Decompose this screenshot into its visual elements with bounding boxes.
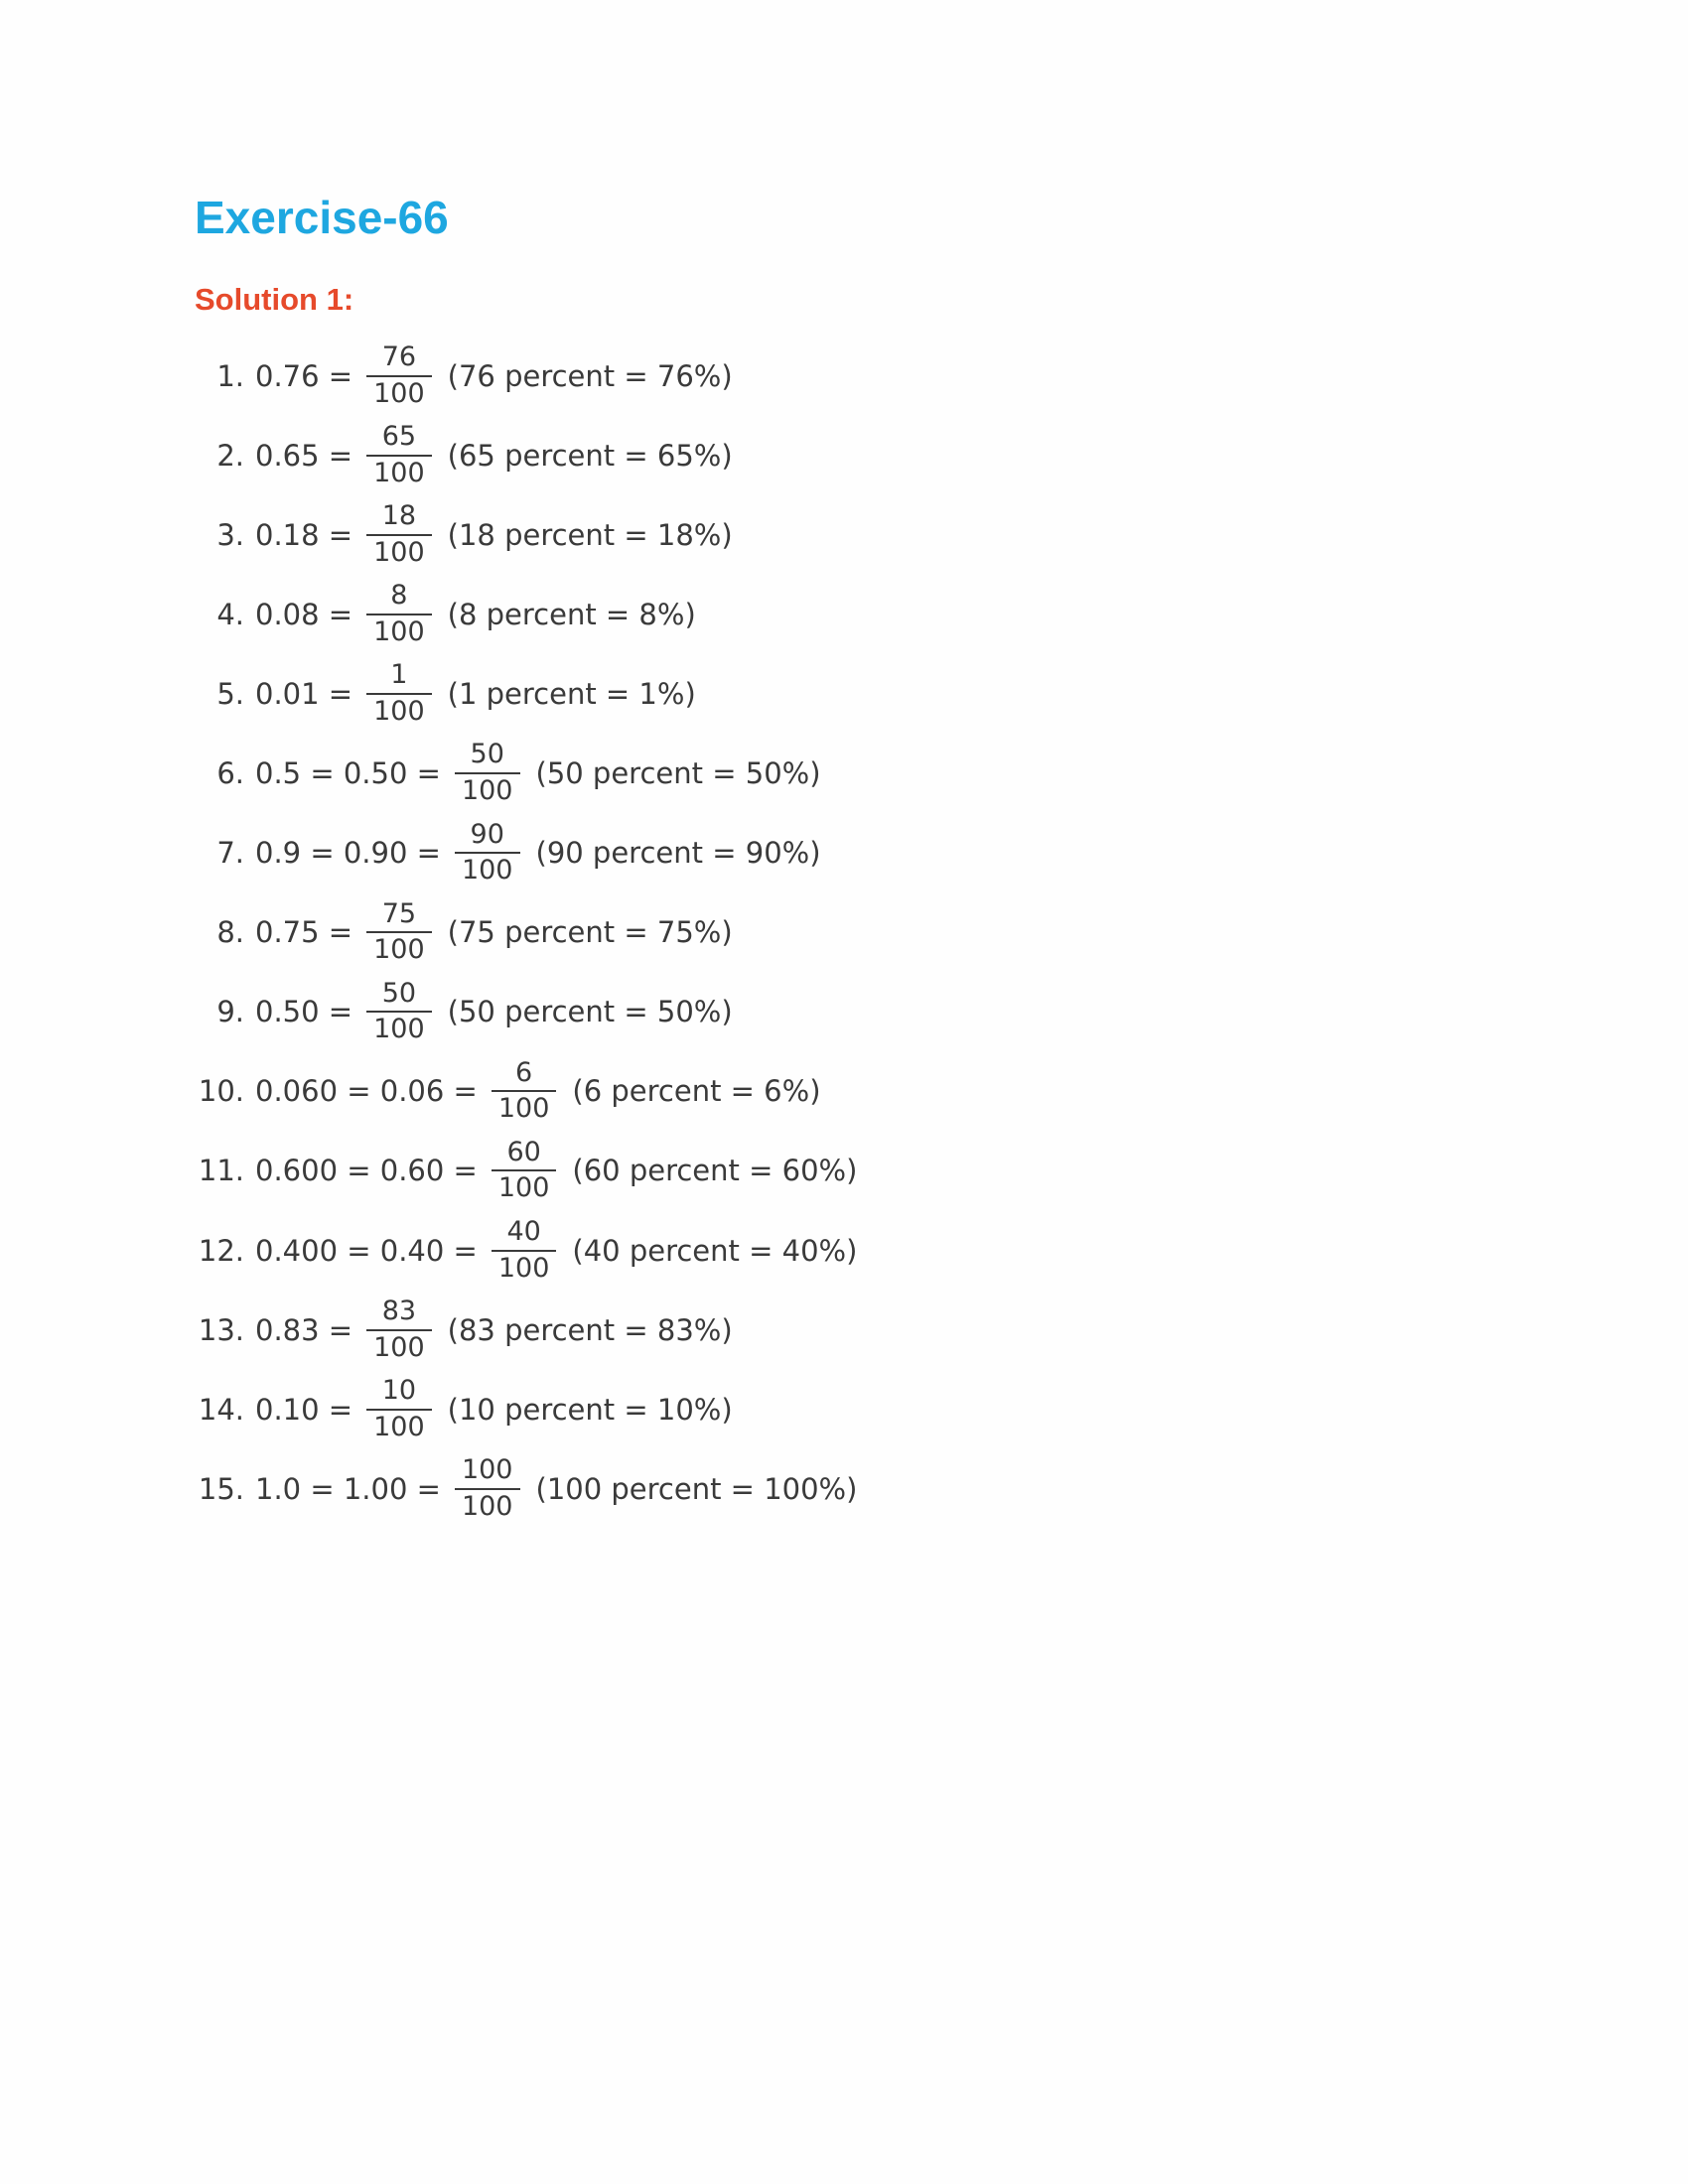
item-fraction	[366, 579, 432, 649]
fraction-numerator: 100	[461, 1454, 513, 1486]
item-number: 11.	[198, 1154, 244, 1188]
fraction-denominator: 100	[366, 455, 432, 491]
page-title: Exercise-66	[195, 192, 449, 243]
item-decimal-equation: 0.060 = 0.06 =	[255, 1074, 478, 1109]
fraction-denominator: 100	[366, 1329, 432, 1366]
item-decimal-equation: 0.10 =	[255, 1392, 353, 1427]
item-decimal-equation: 0.65 =	[255, 438, 353, 473]
item-fraction	[366, 499, 432, 570]
item-decimal-equation: 1.0 = 1.00 =	[255, 1471, 441, 1506]
fraction-numerator: 50	[381, 977, 417, 1009]
solution-item	[195, 1136, 1688, 1206]
item-number: 4.	[216, 597, 244, 631]
fraction-denominator: 100	[492, 1090, 557, 1127]
item-number: 12.	[198, 1233, 244, 1268]
solution-item	[195, 897, 1688, 968]
fraction-numerator: 76	[381, 341, 417, 372]
item-fraction	[366, 658, 432, 729]
solution-item	[195, 420, 1688, 490]
fraction-denominator: 100	[366, 375, 432, 412]
fraction-numerator: 83	[381, 1296, 417, 1327]
item-number: 5.	[216, 676, 244, 711]
fraction-denominator: 100	[455, 1488, 520, 1525]
item-number: 9.	[216, 995, 244, 1029]
fraction-numerator: 60	[506, 1136, 541, 1167]
solution-item	[195, 1295, 1688, 1365]
item-decimal-equation: 0.600 = 0.60 =	[255, 1154, 478, 1188]
solution-item	[195, 977, 1688, 1047]
item-percent-note: (10 percent = 10%)	[447, 1392, 733, 1427]
item-percent-note: (50 percent = 50%)	[447, 995, 733, 1029]
fraction-numerator: 75	[381, 897, 417, 929]
fraction-denominator: 100	[366, 614, 432, 650]
item-decimal-equation: 0.08 =	[255, 597, 353, 631]
item-fraction	[366, 420, 432, 490]
item-number: 2.	[216, 438, 244, 473]
item-percent-note: (50 percent = 50%)	[535, 756, 821, 791]
item-fraction	[366, 341, 432, 411]
item-fraction	[492, 1056, 557, 1127]
fraction-numerator: 1	[390, 659, 408, 691]
fraction-numerator: 40	[506, 1216, 541, 1248]
solution-item	[195, 341, 1688, 411]
item-percent-note: (6 percent = 6%)	[572, 1074, 821, 1109]
item-fraction	[366, 1374, 432, 1444]
solution-list	[195, 341, 1688, 1524]
item-percent-note: (83 percent = 83%)	[447, 1312, 733, 1347]
solution-item	[195, 1453, 1688, 1524]
fraction-numerator: 10	[381, 1375, 417, 1407]
item-decimal-equation: 0.400 = 0.40 =	[255, 1233, 478, 1268]
item-decimal-equation: 0.76 =	[255, 358, 353, 393]
item-percent-note: (90 percent = 90%)	[535, 836, 821, 871]
fraction-denominator: 100	[366, 1409, 432, 1445]
fraction-denominator: 100	[492, 1250, 557, 1287]
solution-item	[195, 1215, 1688, 1286]
item-number: 1.	[216, 358, 244, 393]
item-decimal-equation: 0.18 =	[255, 517, 353, 552]
item-fraction	[366, 977, 432, 1047]
fraction-numerator: 90	[470, 818, 504, 850]
item-fraction	[366, 1295, 432, 1365]
solution-item	[195, 818, 1688, 888]
solution-heading: Solution 1:	[195, 282, 354, 317]
item-decimal-equation: 0.83 =	[255, 1312, 353, 1347]
item-number: 13.	[198, 1312, 244, 1347]
item-percent-note: (40 percent = 40%)	[572, 1233, 858, 1268]
solution-item	[195, 579, 1688, 649]
item-decimal-equation: 0.9 = 0.90 =	[255, 836, 441, 871]
solution-item	[195, 738, 1688, 808]
item-decimal-equation: 0.75 =	[255, 915, 353, 950]
item-number: 3.	[216, 517, 244, 552]
item-percent-note: (75 percent = 75%)	[447, 915, 733, 950]
solution-item	[195, 1056, 1688, 1127]
fraction-numerator: 6	[515, 1056, 533, 1088]
item-number: 7.	[216, 836, 244, 871]
item-percent-note: (1 percent = 1%)	[447, 676, 696, 711]
fraction-denominator: 100	[366, 931, 432, 968]
fraction-denominator: 100	[455, 852, 520, 888]
item-percent-note: (76 percent = 76%)	[447, 358, 733, 393]
solution-item	[195, 499, 1688, 570]
item-number: 8.	[216, 915, 244, 950]
item-decimal-equation: 0.01 =	[255, 676, 353, 711]
item-percent-note: (65 percent = 65%)	[447, 438, 733, 473]
item-fraction	[455, 1453, 520, 1524]
fraction-denominator: 100	[366, 1011, 432, 1047]
fraction-numerator: 65	[381, 421, 417, 453]
item-number: 15.	[198, 1471, 244, 1506]
fraction-numerator: 18	[381, 500, 417, 532]
fraction-numerator: 50	[470, 739, 504, 770]
solution-item	[195, 658, 1688, 729]
fraction-denominator: 100	[366, 693, 432, 730]
fraction-denominator: 100	[455, 772, 520, 809]
item-decimal-equation: 0.50 =	[255, 995, 353, 1029]
item-fraction	[455, 818, 520, 888]
item-percent-note: (18 percent = 18%)	[447, 517, 733, 552]
item-number: 10.	[198, 1074, 244, 1109]
fraction-numerator: 8	[390, 580, 408, 612]
item-percent-note: (60 percent = 60%)	[572, 1154, 858, 1188]
fraction-denominator: 100	[366, 534, 432, 571]
item-fraction	[455, 738, 520, 808]
item-decimal-equation: 0.5 = 0.50 =	[255, 756, 441, 791]
item-fraction	[492, 1136, 557, 1206]
item-fraction	[366, 897, 432, 968]
solution-item	[195, 1374, 1688, 1444]
fraction-denominator: 100	[492, 1169, 557, 1206]
item-percent-note: (100 percent = 100%)	[535, 1471, 858, 1506]
item-fraction	[492, 1215, 557, 1286]
item-number: 14.	[198, 1392, 244, 1427]
item-number: 6.	[216, 756, 244, 791]
item-percent-note: (8 percent = 8%)	[447, 597, 696, 631]
